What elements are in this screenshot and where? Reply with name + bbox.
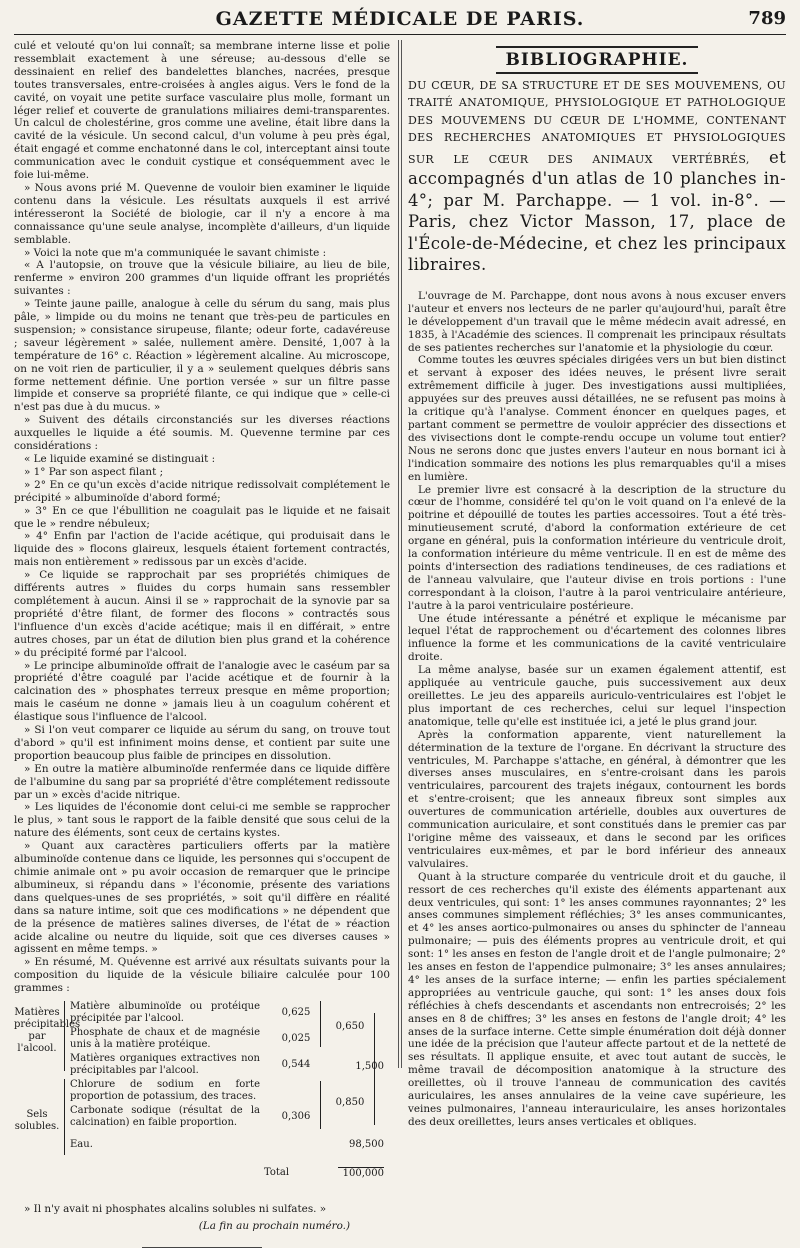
left-paragraph: » Le principe albuminoïde offrait de l'analogie avec le caséum par sa propriété d'être coagulé par l'acide acétique et de fournir à la calcination des » phosphates terreux presque en même proportion; mais le caséum ne donne » jamais lieu à un coagulum cohérent et élastique sous l'influence de l'alcool.: [14, 659, 390, 724]
ingredient-name: Carbonate sodique (résultat de la calcination) en faible proportion.: [70, 1105, 260, 1129]
left-paragraph: » Suivent des détails circonstanciés sur les diverses réactions auxquelles le liquide a été soumis. M. Quevenne termine par ces considérations :: [14, 414, 390, 453]
after-table-note: » Il n'y avait ni phosphates alcalins solubles ni sulfates. »: [24, 1203, 327, 1216]
group-brace: [64, 1079, 65, 1155]
book-title-caps: DU CŒUR, DE SA STRUCTURE ET DE SES MOUVEMENS, OU TRAITÉ ANATOMIQUE, PHYSIOLOGIQUE ET PATHOLOGIQUE DES MOUVEMENS DU CŒUR DE L'HOMME, CONTENANT DES RECHERCHES ANATOMIQUES ET PHYSIOLOGIQUES SUR LE CŒUR DES ANIMAUX VERTÉBRÉS,: [408, 78, 786, 166]
ingredient-name: Matière albuminoïde ou protéique précipitée par l'alcool.: [70, 1001, 260, 1025]
left-paragraph: culé et velouté qu'on lui connaît; sa membrane interne lisse et polie ressemblait exactement à une séreuse; au-dessous d'elle se dessinaient en relief des bandelettes blanches, nacrées, presque toutes transversales, entre-croisées à angles aigus. Vers le fond de la cavité, on voyait une petite surface vasculaire plus molle, formant un léger relief et couverte de granulations miliaires demi-transparentes. Un calcul de cholestérine, gros comme une aveline, était libre dans la cavité de la vésicule. Un second calcul, d'un volume à peu près égal, était engagé et comme enchatonné dans le col, interceptant ainsi toute communication avec le conduit cystique et conséquemment avec le foie lui-même.: [14, 40, 390, 182]
total-label: Total: [264, 1167, 290, 1179]
page-header: [14, 8, 786, 32]
group-label-sels: Sels solubles.: [14, 1109, 60, 1133]
left-paragraph: » Nous avons prié M. Quevenne de vouloir bien examiner le liquide contenu dans la vésicule. Les résultats auxquels il est arrivé intéresseront la Société de biologie, car il n'y a encore à ma connaissance qu'une seule analyse, incomplète d'ailleurs, d'un liquide semblable.: [14, 181, 390, 246]
journal-title: GAZETTE MÉDICALE DE PARIS.: [215, 8, 585, 30]
left-paragraph: » 3° En ce que l'ébullition ne coagulait pas le liquide et ne faisait que le » rendre nébuleux;: [14, 504, 390, 530]
review-paragraph: Comme toutes les œuvres spéciales dirigées vers un but bien distinct et servant à exposer des idées neuves, le présent livre serait extrêmement difficile à juger. Des investigations aussi multipliées, appuyées sur des preuves aussi détaillées, ne se refusent pas moins à la critique qu'à l'analyse. Comment énoncer en quelques pages, et partant comment se permettre de vouloir apprécier des dissections et des vivisections dont le compte-rendu occupe un volume tout entier? Nous ne serons donc que justes envers l'auteur en nous bornant ici à l'indication sommaire des notions les plus remarquables qu'il a mises en lumière.: [408, 354, 786, 483]
book-title-publisher: et accompagnés d'un atlas de 10 planches in-4°; par M. Parchappe. — 1 vol. in-8°. — Paris, chez Victor Masson, 17, place de l'École-de-Médecine, et chez les principaux libraires.: [408, 147, 787, 275]
review-paragraph: La même analyse, basée sur un examen également attentif, est appliquée au ventricule gauche, puis successivement aux deux oreillettes. Le jeu des appareils auriculo-ventriculaires est l'objet le plus important de ces recherches, celui sur lequel l'inspection anatomique, telle qu'elle est instituée ici, a jeté le plus grand jour.: [408, 664, 786, 728]
left-paragraph: » 2° En ce qu'un excès d'acide nitrique redissolvait complétement le précipité » albuminoïde d'abord formé;: [14, 478, 390, 504]
solids-total: 1,500: [355, 1061, 384, 1073]
review-paragraph: Une étude intéressante a pénétré et explique le mécanisme par lequel l'état de rapprochement ou d'écartement des colonnes libres influence la forme et les communications de la cavité ventriculaire droite.: [408, 612, 786, 664]
review-paragraph: L'ouvrage de M. Parchappe, dont nous avons à nous excuser envers l'auteur et envers nos lecteurs de ne parler qu'aujourd'hui, paraît être le développement d'un travail que le même médecin avait adressé, en 1835, à l'Académie des sciences. Il comprenait les principaux résultats de ses patientes recherches sur l'anatomie et la physiologie du cœur.: [408, 289, 786, 354]
group-label-precipitables: Matières précipitables par l'alcool.: [14, 1007, 81, 1055]
subtotal-value: 0,850: [335, 1097, 365, 1109]
ingredient-value: 0,025: [281, 1033, 311, 1045]
column-divider: [401, 40, 402, 1068]
left-paragraph: » 4° Enfin par l'action de l'acide acétique, qui produisait dans le liquide des » flocons glaireux, lesquels étaient fortement contractés, mais non entièrement » redissous par un excès d'acide.: [14, 530, 390, 569]
left-paragraph: » Teinte jaune paille, analogue à celle du sérum du sang, mais plus pâle, » limpide ou du moins ne tenant que très-peu de particules en suspension; » consistance sirupeuse, filante; odeur forte, cadavéreuse ; saveur légèrement » salée, nullement amère. Densité, 1,007 à la température de 16° c. Réaction » légèrement alcaline. Au microscope, on ne voit rien de particulier, il y a » seulement quelques débris sans forme nettement définie. Une portion versée » sur un filtre passe limpide et conserve sa propriété filante, ce qui indique que » celle-ci n'est pas due à du mucus. »: [14, 298, 390, 414]
section-title: [408, 50, 786, 70]
left-paragraph: « Le liquide examiné se distinguait :: [24, 453, 216, 465]
ingredient-value: 0,544: [281, 1059, 311, 1071]
section-title-text: BIBLIOGRAPHIE.: [496, 46, 699, 74]
right-column: [408, 40, 787, 1128]
total-value: 100,000: [338, 1167, 384, 1180]
review-paragraph: Le premier livre est consacré à la description de la structure du cœur de l'homme, considéré tel qu'on le voit quand on l'a enlevé de la poitrine et dépouillé de toutes les parties accessoires. Tout a été très-minutieusement scruté, d'abord la conformation extérieure de cet organe en général, puis la conformation intérieure du ventricule droit, la conformation intérieure du même ventricule. Il en est de même des points d'intersection des radiations tendineuses, de ces radiations et de l'anneau valvulaire, que l'auteur divise en trois portions : l'une correspondant à la cloison, l'autre à la paroi ventriculaire antérieure, l'autre à la paroi ventriculaire postérieure.: [408, 483, 786, 612]
ingredient-value: 0,306: [281, 1111, 311, 1123]
ingredient-name: Matières organiques extractives non précipitables par l'alcool.: [70, 1053, 260, 1077]
left-paragraph: » Quant aux caractères particuliers offerts par la matière albuminoïde contenue dans ce liquide, les personnes qui s'occupent de chimie animale ont » pu avoir occasion de remarquer que le principe albumineux, si répandu dans » l'économie, présente des variations dans quelques-unes de ses propriétés, » soit qu'il diffère en réalité dans sa nature intime, soit que ces modifications » ne dépendent que de la présence de matières salines diverses, de l'état de » réaction acide alcaline ou neutre du liquide, soit que ces diverses causes » agissent en même temps. »: [14, 840, 390, 956]
review-paragraph: Après la conformation apparente, vient naturellement la détermination de la texture de l'organe. En décrivant la structure des ventricules, M. Parchappe s'attache, en général, à démontrer que les diverses anses musculaires, en s'entre-croisant dans les parois ventriculaires, parcourent des trajets inégaux, contournent les bords et s'entre-croisent; que les anneaux fibreux sont simples aux ouvertures de communication artérielle, doubles aux ouvertures de communication auriculaire, et sont constitués dans le premier cas par l'origine même des vaisseaux, et dans le second par les orifices ventriculaires eux-mêmes, et par le bord inférieur des anneaux valvulaires.: [408, 728, 786, 870]
subtotal-value: 0,650: [335, 1021, 365, 1033]
continued-note: (La fin au prochain numéro.): [198, 1219, 350, 1232]
review-paragraph: Quant à la structure comparée du ventricule droit et du gauche, il ressort de ces recherches qu'il existe des éléments appartenant aux deux ventricules, qui sont: 1° les anses communes rayonnantes; 2° les anses communes simplement réfléchies; 3° les anses communicantes, et 4° les anses aortico-pulmonaires ou anses du sphincter de l'anneau pulmonaire; — puis des éléments propres au ventricule droit, et qui sont: 1° les anses en feston de l'angle droit et de l'angle pulmonaire; 2° les anses en feston de l'appendice pulmonaire; 3° les anses annulaires; 4° les anses de la surface interne; — enfin les parties spécialement appropriées au ventricule gauche, qui sont: 1° les anses doux fois réfléchies à chefs descendants et ascendants non entrecroisés; 2° les anses en 8 de chiffres; 3° les anses en festons de l'angle droit; 4° les anses de la surface interne. Cette simple énumération doit déjà donner une idée de la précision que l'auteur affecte partout et de la netteté de ses résultats. Il applique ensuite, et avec tout autant de succès, le même travail de décomposition anatomique à la structure des oreillettes, où il trouve l'anneau de communication des cavités auriculaires, les anses annulaires de la veine cave supérieure, les veines pulmonaires, l'anneau interauriculaire, les anses horizontales des deux oreillettes, leurs anses verticales et obliques.: [408, 870, 786, 1128]
page-number: 789: [748, 8, 786, 29]
left-paragraph: » En résumé, M. Quévenne est arrivé aux résultats suivants pour la composition du liquide de la vésicule biliaire calculée pour 100 grammes :: [14, 956, 390, 995]
left-paragraph: » En outre la matière albuminoïde renfermée dans ce liquide diffère de l'albumine du sang par sa propriété d'être complétement redissoute par un » excès d'acide nitrique.: [14, 762, 390, 801]
left-column: [14, 40, 390, 1232]
group-brace: [64, 1001, 65, 1071]
ingredient-name: Chlorure de sodium en forte proportion de potassium, des traces.: [70, 1079, 260, 1103]
ingredient-value: 0,625: [281, 1007, 311, 1019]
column-divider: [398, 40, 399, 1068]
header-rule: [14, 34, 786, 35]
left-paragraph: » Voici la note que m'a communiquée le savant chimiste :: [24, 246, 327, 259]
value-bracket: [320, 1081, 321, 1129]
book-title: [408, 77, 786, 276]
value-bracket: [320, 1001, 321, 1047]
left-paragraph: » Ce liquide se rapprochait par ses propriétés chimiques de différents autres » fluides du corps humain sans ressembler complétement à aucun. Ainsi il se » rapprochait de la synovie par sa propriété d'être filant, de former des flocons » contractés sous l'influence d'un excès d'acide acétique; mais il en différait, » entre autres choses, par un état de dilution bien plus grand et la cohérence » du précipité formé par l'alcool.: [14, 569, 390, 659]
ingredient-name: Phosphate de chaux et de magnésie unis à la matière protéique.: [70, 1027, 260, 1051]
review-body: [408, 290, 786, 1129]
left-paragraph: « A l'autopsie, on trouve que la vésicule biliaire, au lieu de bile, renferme » environ 200 grammes d'un liquide offrant les propriétés suivantes :: [14, 259, 390, 298]
ingredient-name: Eau.: [70, 1139, 93, 1151]
left-paragraph: » Si l'on veut comparer ce liquide au sérum du sang, on trouve tout d'abord » qu'il est infiniment moins dense, et contient par suite une proportion beaucoup plus faible de principes en dissolution.: [14, 724, 390, 762]
left-paragraph: » Les liquides de l'économie dont celui-ci me semble se rapprocher le plus, » tant sous le rapport de la faible densité que sous celui de la nature des éléments, sont ceux de certains kystes.: [14, 801, 390, 840]
water-value: 98,500: [349, 1139, 384, 1151]
left-paragraph: » 1° Par son aspect filant ;: [24, 465, 164, 478]
composition-table: [14, 999, 390, 1199]
